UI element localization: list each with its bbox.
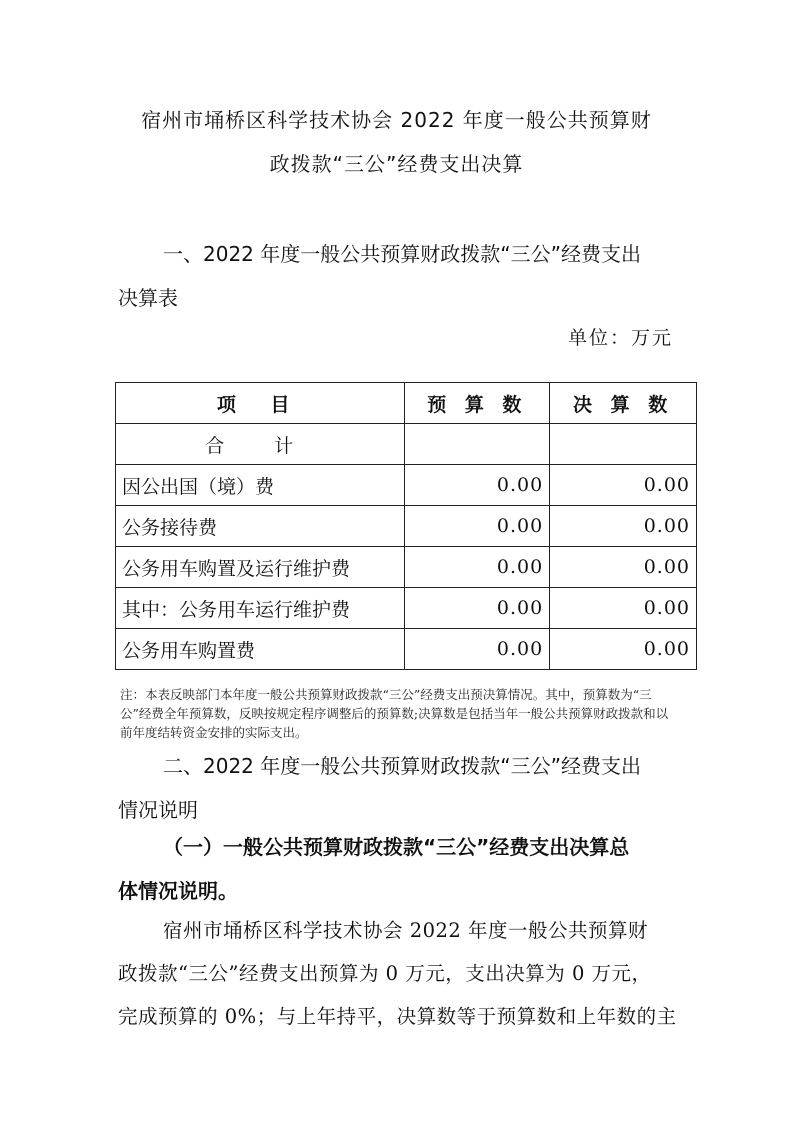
row-budget bbox=[405, 424, 550, 465]
row-label: 其中：公务用车运行维护费 bbox=[116, 588, 405, 629]
row-label: 公务接待费 bbox=[116, 506, 405, 547]
header-item: 项 目 bbox=[116, 383, 405, 424]
row-budget: 0.00 bbox=[405, 588, 550, 629]
row-actual bbox=[550, 424, 697, 465]
row-label: 因公出国（境）费 bbox=[116, 465, 405, 506]
row-label: 公务用车购置费 bbox=[116, 629, 405, 670]
header-actual: 决 算 数 bbox=[550, 383, 697, 424]
section1-heading-line2: 决算表 bbox=[118, 286, 178, 310]
table-row-total bbox=[116, 424, 697, 465]
row-actual: 0.00 bbox=[550, 588, 697, 629]
header-budget: 预 算 数 bbox=[405, 383, 550, 424]
section1-heading-line1: 一、2022 年度一般公共预算财政拨款“三公”经费支出 bbox=[163, 242, 641, 266]
row-budget: 0.00 bbox=[405, 506, 550, 547]
section2-heading-line1: 二、2022 年度一般公共预算财政拨款“三公”经费支出 bbox=[163, 754, 641, 778]
subsection1-heading-line1: （一）一般公共预算财政拨款“三公”经费支出决算总 bbox=[163, 835, 630, 859]
row-actual: 0.00 bbox=[550, 506, 697, 547]
table-row bbox=[116, 465, 697, 506]
row-budget: 0.00 bbox=[405, 547, 550, 588]
table-row bbox=[116, 588, 697, 629]
document-title-line2: 政拨款“三公”经费支出决算 bbox=[269, 152, 524, 176]
row-actual: 0.00 bbox=[550, 547, 697, 588]
row-label: 公务用车购置及运行维护费 bbox=[116, 547, 405, 588]
row-actual: 0.00 bbox=[550, 629, 697, 670]
table-header-row bbox=[116, 383, 697, 424]
paragraph-line1: 宿州市埇桥区科学技术协会 2022 年度一般公共预算财 bbox=[163, 919, 649, 942]
three-public-expenses-table bbox=[115, 382, 697, 670]
table-note: 注：本表反映部门本年度一般公共预算财政拨款“三公”经费支出预决算情况。其中，预算数为“三公”经费全年预算数，反映按规定程序调整后的预算数;决算数是包括当年一般公共预算财政拨款和以前年度结转资金安排的实际支出。 bbox=[120, 687, 669, 740]
row-budget: 0.00 bbox=[405, 465, 550, 506]
section2-heading-line2: 情况说明 bbox=[118, 798, 198, 822]
table-row bbox=[116, 547, 697, 588]
subsection1-heading-line2: 体情况说明。 bbox=[118, 879, 238, 903]
document-title-line1: 宿州市埇桥区科学技术协会 2022 年度一般公共预算财 bbox=[141, 108, 652, 132]
paragraph-line2: 政拨款“三公”经费支出预算为 0 万元，支出决算为 0 万元， bbox=[118, 962, 652, 985]
row-actual: 0.00 bbox=[550, 465, 697, 506]
unit-label: 单位：万元 bbox=[567, 327, 673, 349]
row-label: 合 计 bbox=[116, 424, 405, 465]
table-row bbox=[116, 506, 697, 547]
table-row bbox=[116, 629, 697, 670]
paragraph-line3: 完成预算的 0%；与上年持平，决算数等于预算数和上年数的主 bbox=[118, 1005, 677, 1028]
row-budget: 0.00 bbox=[405, 629, 550, 670]
